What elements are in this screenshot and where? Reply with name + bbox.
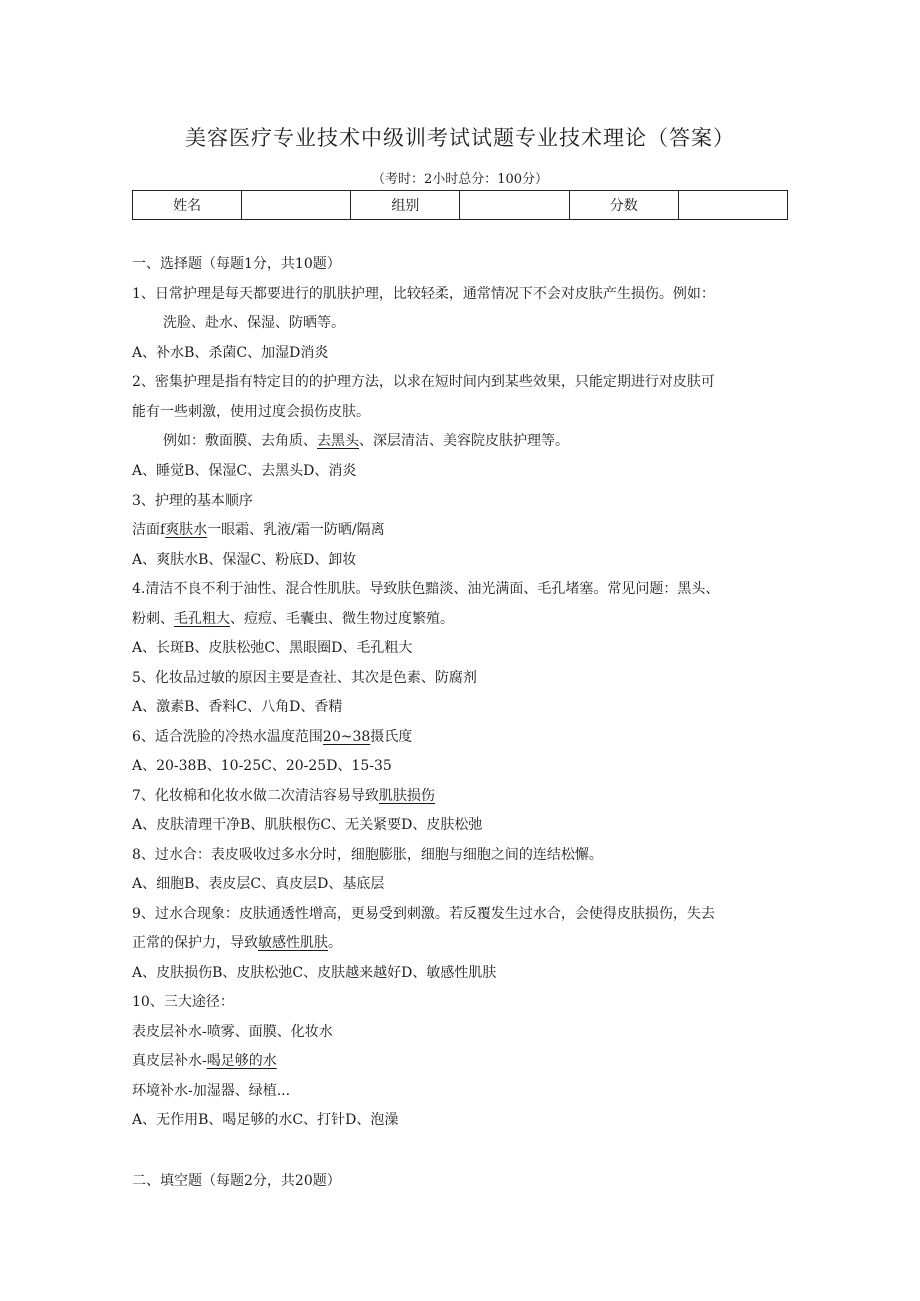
q9-options: A、皮肤损伤B、皮肤松弛C、皮肤越来越好D、敏感性肌肤 — [132, 965, 497, 981]
q2-stem-line1: 2、密集护理是指有特定目的的护理方法，以求在短时间内到某些效果，只能定期进行对皮肤可 — [132, 374, 715, 390]
q2-answer: 去黑头 — [317, 433, 359, 449]
q2-options: A、睡觉B、保湿C、去黑头D、消炎 — [132, 463, 357, 479]
q10-stem: 10、三大途径： — [132, 994, 234, 1010]
q6-answer: 20~38 — [322, 729, 371, 745]
q3-answer: 爽肤水 — [165, 522, 208, 538]
q10-line-a: 表皮层补水-喷雾、面膜、化妆水 — [132, 1024, 333, 1040]
q9-answer: 敏感性肌肤 — [258, 935, 328, 951]
q5-options: A、激素B、香料C、八角D、香精 — [132, 699, 343, 715]
q4-stem-line2: 粉刺、毛孔粗大、痘痘、毛囊虫、微生物过度繁殖。 — [132, 611, 454, 627]
q8-stem: 8、过水合：表皮吸收过多水分时，细胞膨胀，细胞与细胞之间的连结松懈。 — [132, 847, 603, 863]
q3-stem: 3、护理的基本顺序 — [132, 493, 253, 509]
name-label: 姓名 — [133, 191, 242, 220]
q10-line-b: 真皮层补水-喝足够的水 — [132, 1053, 277, 1069]
q5-stem: 5、化妆品过敏的原因主要是查社、其次是色素、防腐剂 — [132, 670, 477, 686]
score-label: 分数 — [569, 191, 678, 220]
q4-answer: 毛孔粗大 — [174, 611, 230, 627]
q4-stem-line1: 4.清洁不良不利于油性、混合性肌肤。导致肤色黯淡、油光满面、毛孔堵塞。常见问题：黑头、 — [132, 581, 720, 597]
q2-example: 例如：敷面膜、去角质、去黑头、深层清洁、美容院皮肤护理等。 — [163, 433, 569, 449]
score-field[interactable] — [678, 191, 787, 220]
q4-options: A、长斑B、皮肤松弛C、黑眼圈D、毛孔粗大 — [132, 640, 413, 656]
q1-stem-line2: 洗脸、赴水、保湿、防晒等。 — [163, 315, 345, 331]
q9-stem-line2: 正常的保护力，导致敏感性肌肤。 — [132, 935, 342, 951]
q10-options: A、无作用B、喝足够的水C、打针D、泡澡 — [132, 1112, 399, 1128]
q7-options: A、皮肤清理干净B、肌肤根伤C、无关紧要D、皮肤松弛 — [132, 817, 483, 833]
q10-answer: 喝足够的水 — [206, 1053, 277, 1069]
group-label: 组别 — [351, 191, 460, 220]
q3-options: A、爽肤水B、保湿C、粉底D、卸妆 — [132, 552, 357, 568]
name-field[interactable] — [242, 191, 351, 220]
q8-options: A、细胞B、表皮层C、真皮层D、基底层 — [132, 876, 385, 892]
q9-stem-line1: 9、过水合现象：皮肤通透性增高，更易受到刺激。若反覆发生过水合，会使得皮肤损伤，失去 — [132, 906, 715, 922]
q10-line-c: 环境补水-加湿器、绿植... — [132, 1083, 291, 1099]
group-field[interactable] — [460, 191, 569, 220]
section2-heading: 二、填空题（每题2分，共20题） — [132, 1173, 341, 1189]
section1-heading: 一、选择题（每题1分，共10题） — [132, 256, 341, 272]
info-table — [132, 190, 788, 220]
q3-sequence: 洁面f爽肤水一眼霜、乳液/霜一防晒/隔离 — [132, 522, 385, 538]
q6-options: A、20-38B、10-25C、20-25D、15-35 — [132, 758, 392, 774]
q2-stem-line2: 能有一些刺激，使用过度会损伤皮肤。 — [132, 404, 370, 420]
q1-stem-line1: 1、日常护理是每天都要进行的肌肤护理，比较轻柔，通常情况下不会对皮肤产生损伤。例如： — [132, 286, 715, 302]
q6-stem: 6、适合洗脸的冷热水温度范围20~38摄氏度 — [132, 729, 413, 745]
exam-subtitle: （考时：2小时总分：100分） — [371, 172, 549, 187]
page-title: 美容医疗专业技术中级训考试试题专业技术理论（答案） — [185, 126, 735, 150]
q1-options: A、补水B、杀菌C、加湿D消炎 — [132, 345, 329, 361]
q7-stem: 7、化妆棉和化妆水做二次清洁容易导致肌肤损伤 — [132, 788, 435, 804]
q7-answer: 肌肤损伤 — [378, 788, 435, 804]
